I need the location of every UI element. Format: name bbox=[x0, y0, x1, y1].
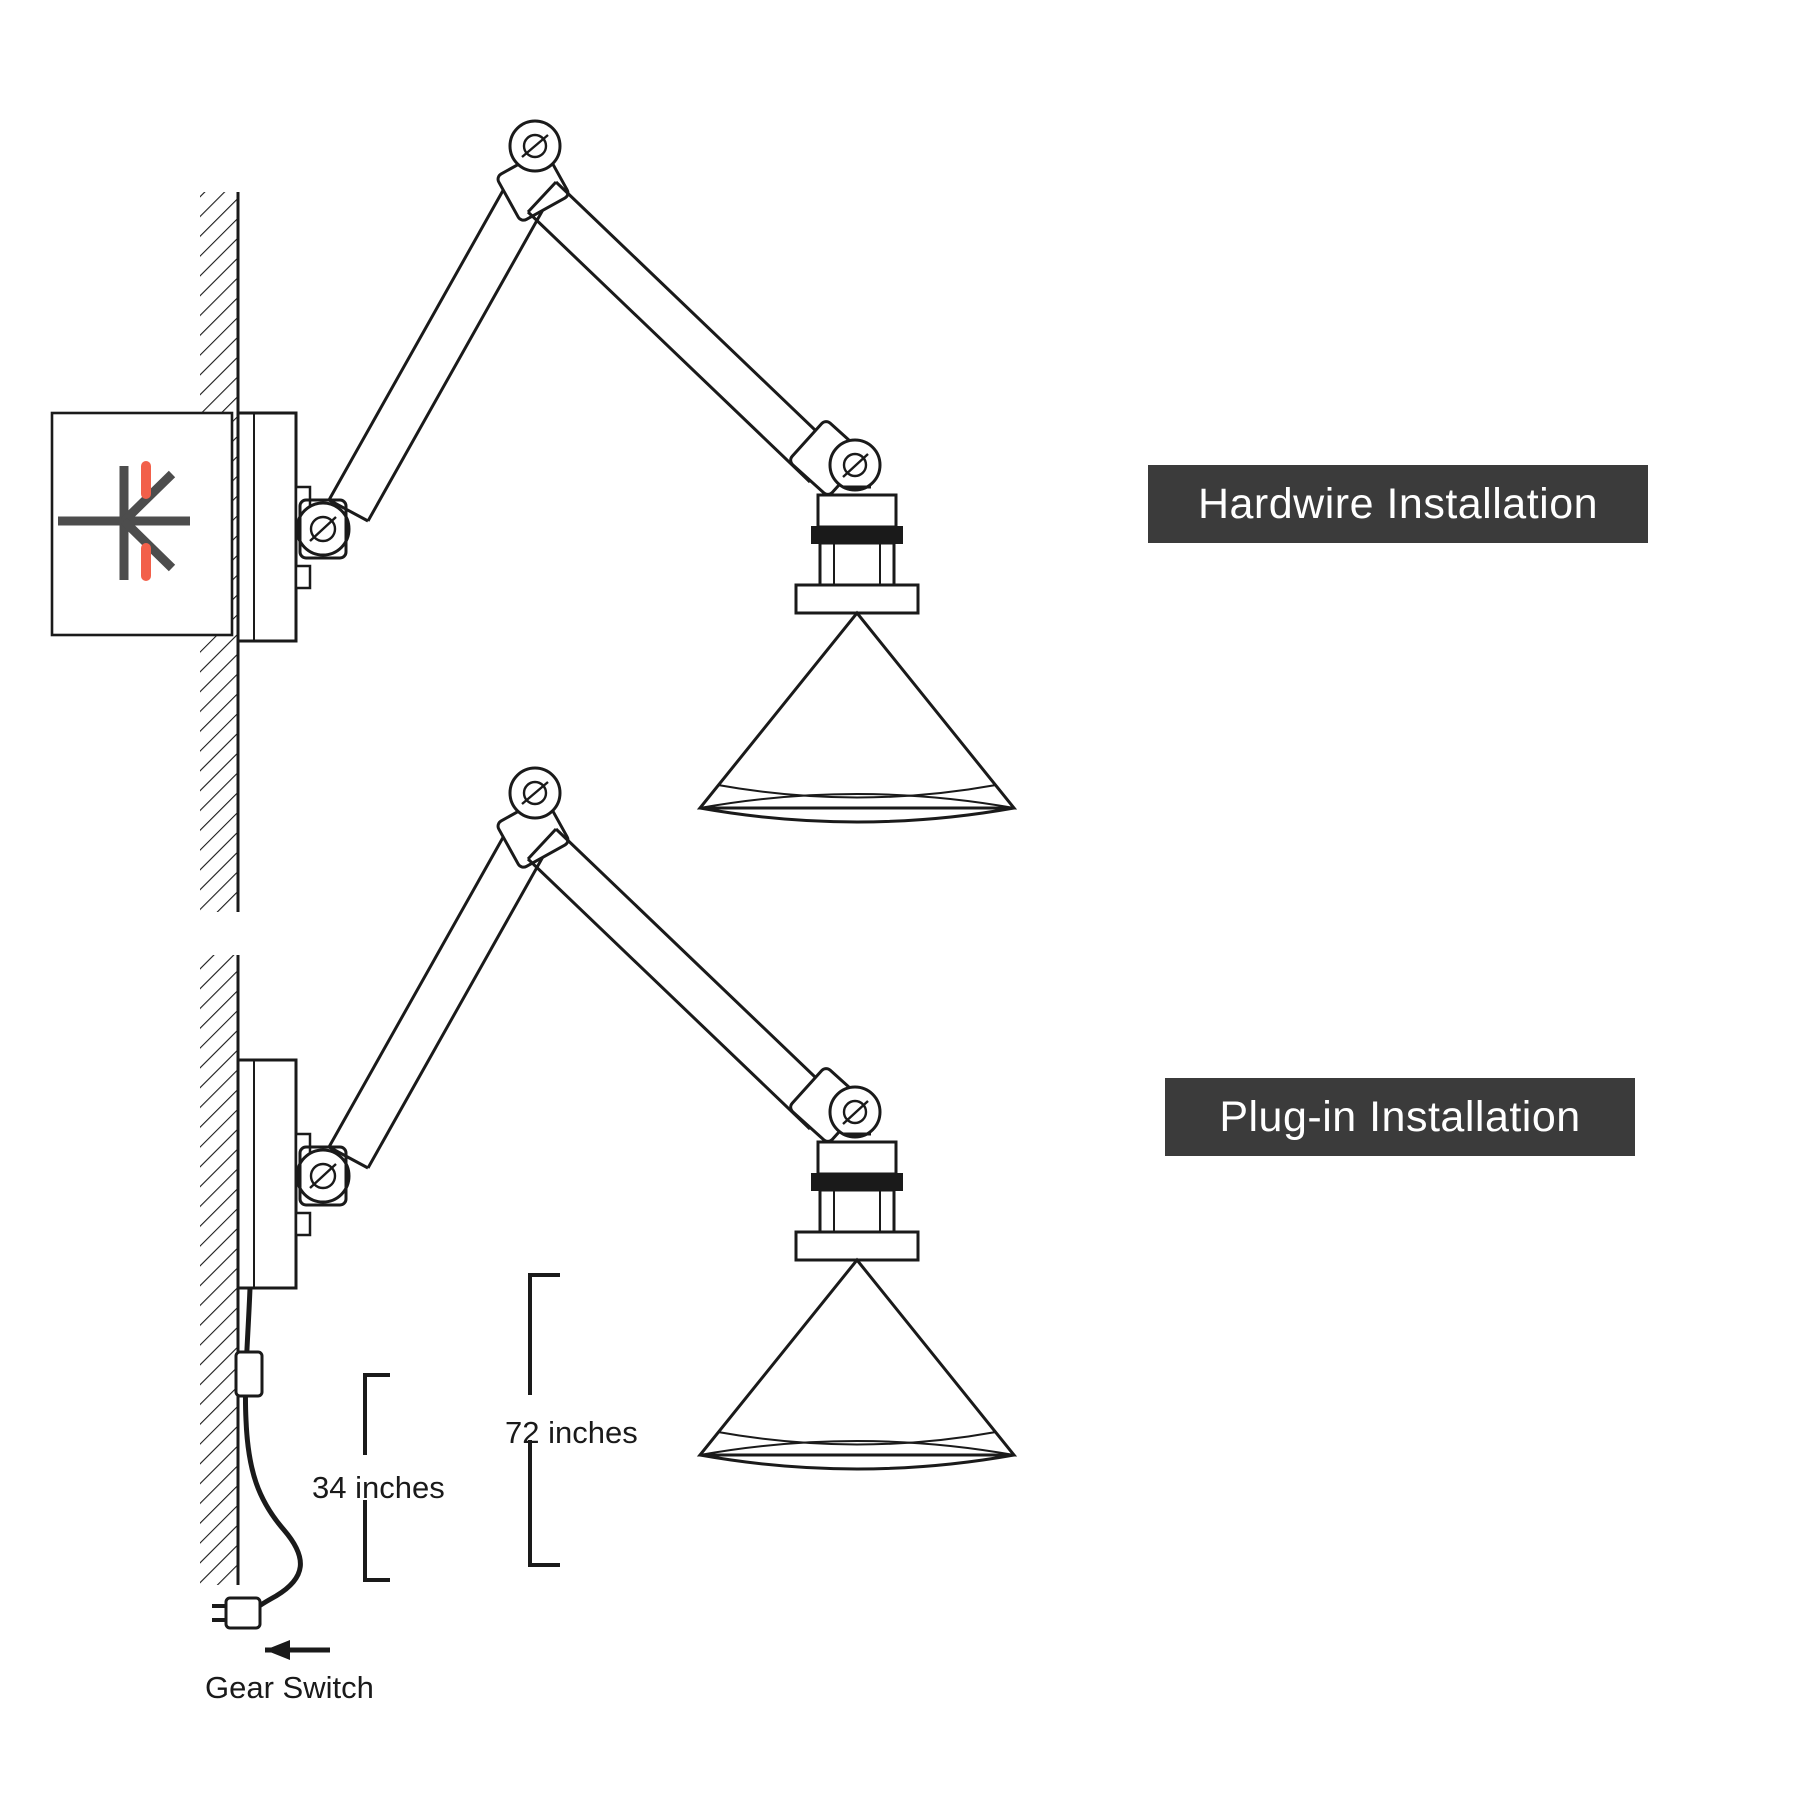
swing-arm-lamp-icon-plugin bbox=[212, 768, 1014, 1660]
lamp-socket bbox=[796, 1142, 918, 1260]
swing-arm-lamp-icon-hardwire bbox=[52, 121, 1014, 822]
lamp-joint-lower bbox=[297, 1147, 349, 1205]
lamp-shade bbox=[700, 613, 1014, 822]
lamp-socket bbox=[796, 495, 918, 613]
lamp-shade bbox=[700, 1260, 1014, 1469]
dimension-label-72-inches: 72 inches bbox=[505, 1415, 638, 1450]
hatched-wall-icon bbox=[200, 192, 238, 1585]
lamp-joint-shade bbox=[788, 1066, 880, 1144]
lamp-arm-lower bbox=[329, 825, 549, 1168]
lamp-arm-upper bbox=[528, 182, 838, 482]
lamp-arm-upper bbox=[528, 829, 838, 1129]
plug-icon bbox=[212, 1598, 260, 1628]
left-arrow-icon bbox=[265, 1640, 330, 1660]
dimension-label-34-inches: 34 inches bbox=[312, 1470, 445, 1505]
lamp-joint-shade bbox=[788, 419, 880, 497]
hardwire-installation-label: Hardwire Installation bbox=[1148, 465, 1648, 543]
lamp-joint-lower bbox=[297, 500, 349, 558]
junction-box-icon bbox=[52, 413, 232, 635]
lamp-arm-lower bbox=[329, 178, 549, 521]
gear-switch-label: Gear Switch bbox=[205, 1670, 374, 1705]
plugin-installation-label: Plug-in Installation bbox=[1165, 1078, 1635, 1156]
